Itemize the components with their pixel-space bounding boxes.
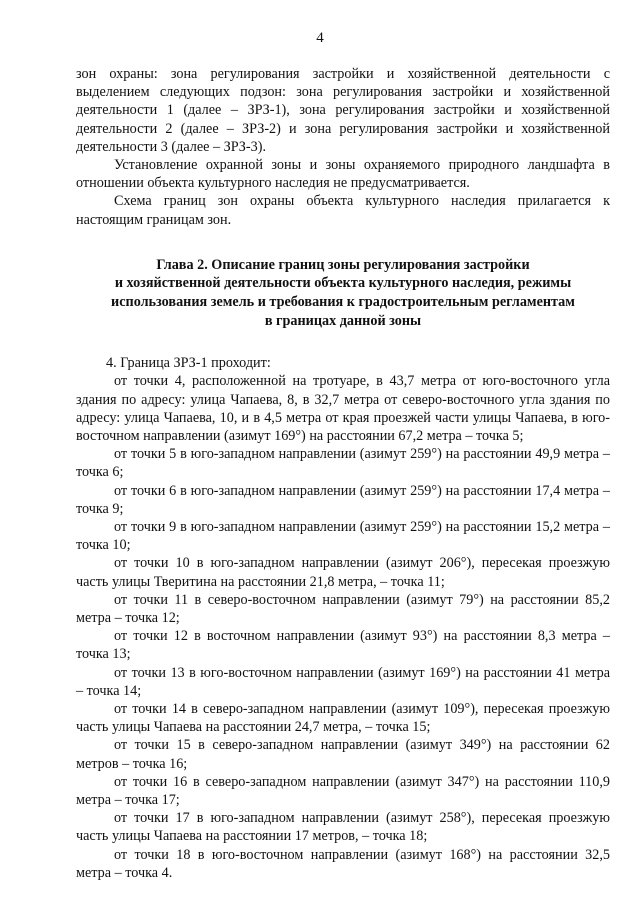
route-segment: от точки 13 в юго-восточном направлении (азимут 169°) на расстоянии 41 метра – точка 14; — [76, 664, 610, 699]
route-segments-list — [76, 372, 610, 882]
chapter-heading-line-3: использования земель и требования к градостроительным регламентам — [111, 294, 575, 311]
section-intro: 4. Граница ЗРЗ-1 проходит: — [106, 355, 271, 372]
document-body — [76, 65, 610, 882]
page-number: 4 — [316, 30, 324, 46]
chapter-heading-line-1: Глава 2. Описание границ зоны регулирования застройки — [156, 256, 530, 273]
route-segment: от точки 11 в северо-восточном направлении (азимут 79°) на расстоянии 85,2 метра – точка 12; — [76, 591, 610, 627]
route-segment: от точки 6 в юго-западном направлении (азимут 259°) на расстоянии 17,4 метра – точка 9; — [76, 482, 610, 517]
route-segment: от точки 5 в юго-западном направлении (азимут 259°) на расстоянии 49,9 метра – точка 6; — [76, 446, 610, 481]
chapter-heading — [76, 256, 610, 330]
route-segment: от точки 16 в северо-западном направлении (азимут 347°) на расстоянии 110,9 метра – точка 17; — [76, 773, 610, 809]
route-segment: от точки 4, расположенной на тротуаре, в 43,7 метра от юго-восточного угла здания по адресу: улица Чапаева, 8, в 32,7 метра от северо-восточного угла здания по адресу: улица Чапаева, 10, и в 4,5 метра от края проезжей части улицы Чапаева, в юго-восточном направлении (азимут 169°) на расстоянии 67,2 метра – точка 5; — [76, 373, 610, 445]
route-segment: от точки 15 в северо-западном направлении (азимут 349°) на расстоянии 62 метров – точка 16; — [76, 737, 610, 772]
intro-paragraph-3: Схема границ зон охраны объекта культурного наследия прилагается к настоящим границам зон. — [76, 193, 610, 228]
intro-paragraph-2: Установление охранной зоны и зоны охраняемого природного ландшафта в отношении объекта культурного наследия не предусматривается. — [76, 157, 610, 192]
route-segment: от точки 12 в восточном направлении (азимут 93°) на расстоянии 8,3 метра – точка 13; — [76, 628, 610, 663]
chapter-heading-line-2: и хозяйственной деятельности объекта культурного наследия, режимы — [114, 275, 572, 292]
route-segment: от точки 10 в юго-западном направлении (азимут 206°), пересекая проезжую часть улицы Тверитина на расстоянии 21,8 метра, – точка 11; — [76, 555, 610, 590]
route-segment: от точки 9 в юго-западном направлении (азимут 259°) на расстоянии 15,2 метра – точка 10; — [76, 519, 610, 554]
route-segment: от точки 17 в юго-западном направлении (азимут 258°), пересекая проезжую часть улицы Чапаева на расстоянии 17 метров, – точка 18; — [76, 810, 610, 845]
chapter-heading-line-4: в границах данной зоны — [264, 312, 422, 329]
intro-paragraph-1: зон охраны: зона регулирования застройки и хозяйственной деятельности с выделением следующих подзон: зона регулирования застройки и хозяйственной деятельности 1 (далее – ЗРЗ-1), зона регулирования застройки и хозяйственной деятельности 2 (далее – ЗРЗ-2) и зона регулирования застройки и хозяйственной деятельности 3 (далее – ЗРЗ-3). — [76, 66, 610, 155]
route-segment: от точки 18 в юго-восточном направлении (азимут 168°) на расстоянии 32,5 метра – точка 4. — [76, 846, 610, 881]
route-segment: от точки 14 в северо-западном направлении (азимут 109°), пересекая проезжую часть улицы Чапаева на расстоянии 24,7 метра, – точка 15; — [76, 701, 610, 736]
